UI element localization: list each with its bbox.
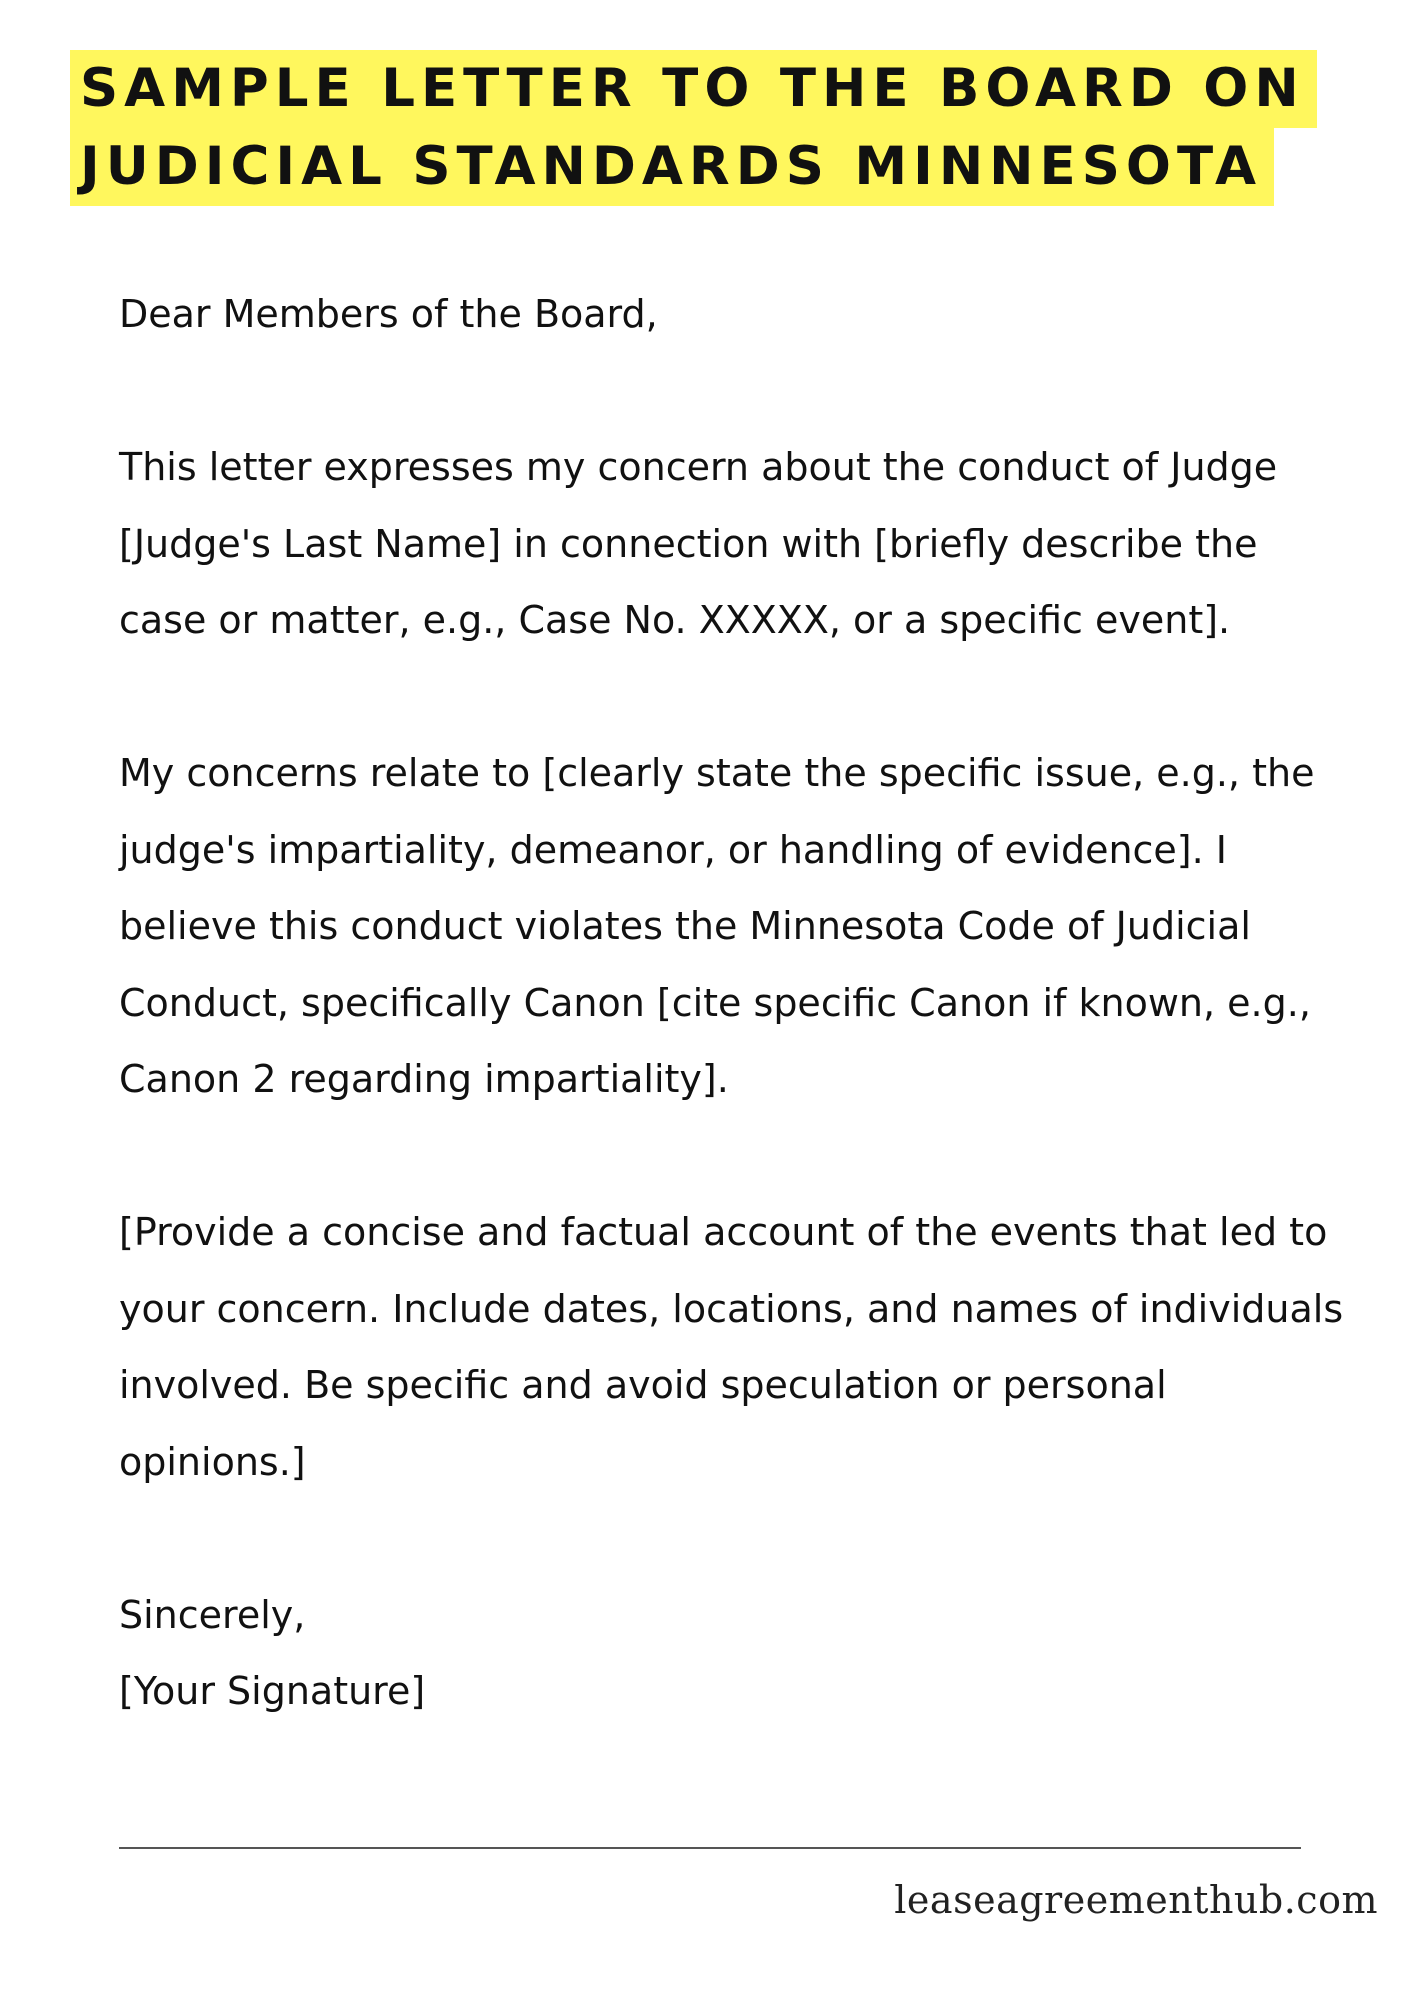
- document-title: [70, 50, 1305, 206]
- website-watermark: leaseagreementhub.com: [894, 1878, 1378, 1922]
- paragraph-3: [Provide a concise and factual account of the events that led to your concern. Include dates, locations, and names of individuals involved. Be specific and avoid speculation or personal opinions.]: [119, 1210, 1344, 1484]
- signature-line: [119, 1847, 1301, 1849]
- title-line-2: JUDICIAL STANDARDS MINNESOTA: [70, 128, 1274, 206]
- title-line-1: SAMPLE LETTER TO THE BOARD ON: [70, 50, 1317, 128]
- signature-placeholder: [Your Signature]: [119, 1669, 426, 1713]
- paragraph-1: This letter expresses my concern about the conduct of Judge [Judge's Last Name] in connection with [briefly describe the case or matter, e.g., Case No. XXXXX, or a specific event].: [119, 445, 1278, 642]
- salutation: Dear Members of the Board,: [119, 292, 658, 336]
- closing: Sincerely,: [119, 1592, 306, 1637]
- paragraph-2: My concerns relate to [clearly state the specific issue, e.g., the judge's impartiality, demeanor, or handling of evidence]. I believe this conduct violates the Minnesota Code of Judicial Conduct, specifically Canon [cite specific Canon if known, e.g., Canon 2 regarding impartiality].: [119, 751, 1315, 1101]
- letter-body: [119, 276, 1349, 1730]
